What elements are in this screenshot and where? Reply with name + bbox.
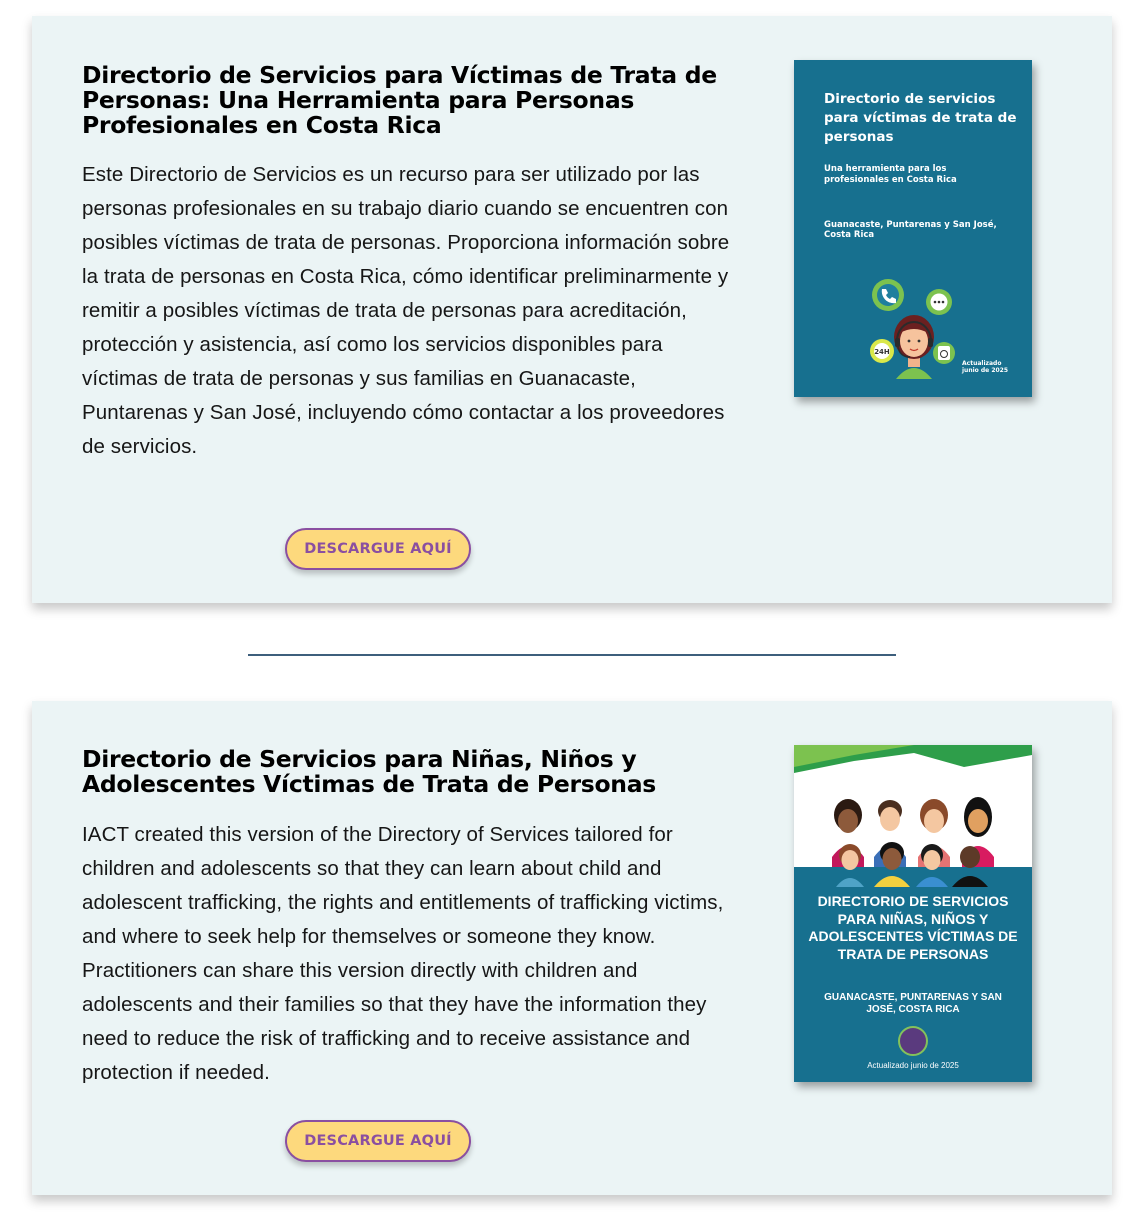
section-divider bbox=[248, 654, 896, 656]
24h-badge-text: 24H bbox=[874, 348, 890, 356]
card-description: IACT created this version of the Directory of Services tailored for children and adolescents so that they can learn about child and adolescent trafficking, the rights and entitlements of trafficking victims, and where to seek help for themselves or someone they know. Practitioners can share this version directly with children and adolescents and their families so that they have the information they need to reduce the risk of trafficking and to receive assistance and protection if needed. bbox=[82, 823, 724, 1084]
cover-updated: Actualizado junio de 2025 bbox=[962, 360, 1009, 374]
helpline-operator-illustration bbox=[864, 275, 964, 380]
warnath-group-logo bbox=[898, 1026, 928, 1056]
cover-title: DIRECTORIO DE SERVICIOS PARA NIÑAS, NIÑOS Y ADOLESCENTES VÍCTIMAS DE TRATA DE PERSONAS bbox=[808, 893, 1018, 962]
cover-places: GUANACASTE, PUNTARENAS Y SAN JOSÉ, COSTA RICA bbox=[824, 992, 1002, 1015]
cover-updated: Actualizado junio de 2025 bbox=[867, 1061, 959, 1070]
card-title: Directorio de Servicios para Víctimas de Trata de Personas: Una Herramienta para Personas Profesionales en Costa Rica bbox=[82, 61, 717, 139]
cover-title: Directorio de servicios para víctimas de trata de personas bbox=[824, 91, 1017, 145]
download-button[interactable]: DESCARGUE AQUÍ bbox=[285, 528, 471, 570]
resource-card-adults bbox=[32, 16, 1112, 603]
children-group-illustration bbox=[824, 787, 1004, 887]
card-description: Este Directorio de Servicios es un recurso para ser utilizado por las personas profesionales en su trabajo diario cuando se encuentren con posibles víctimas de trata de personas. Proporciona información sobre la trata de personas en Costa Rica, cómo identificar preliminarmente y remitir a posibles víctimas de trata de personas para acreditación, protección y asistencia, así como los servicios disponibles para víctimas de trata de personas y sus familias en Guanacaste, Puntarenas y San José, incluyendo cómo contactar a los proveedores de servicios. bbox=[82, 163, 730, 458]
resource-card-children bbox=[32, 701, 1112, 1195]
cover-places: Guanacaste, Puntarenas y San José, Costa Rica bbox=[824, 220, 997, 240]
card-title: Directorio de Servicios para Niñas, Niños y Adolescentes Víctimas de Trata de Personas bbox=[82, 745, 656, 798]
download-button[interactable]: DESCARGUE AQUÍ bbox=[285, 1120, 471, 1162]
cover-subtitle: Una herramienta para los profesionales en Costa Rica bbox=[824, 164, 957, 185]
directory-cover-image bbox=[794, 60, 1032, 397]
children-directory-cover-image bbox=[794, 745, 1032, 1082]
cover-green-banner bbox=[794, 745, 1032, 785]
